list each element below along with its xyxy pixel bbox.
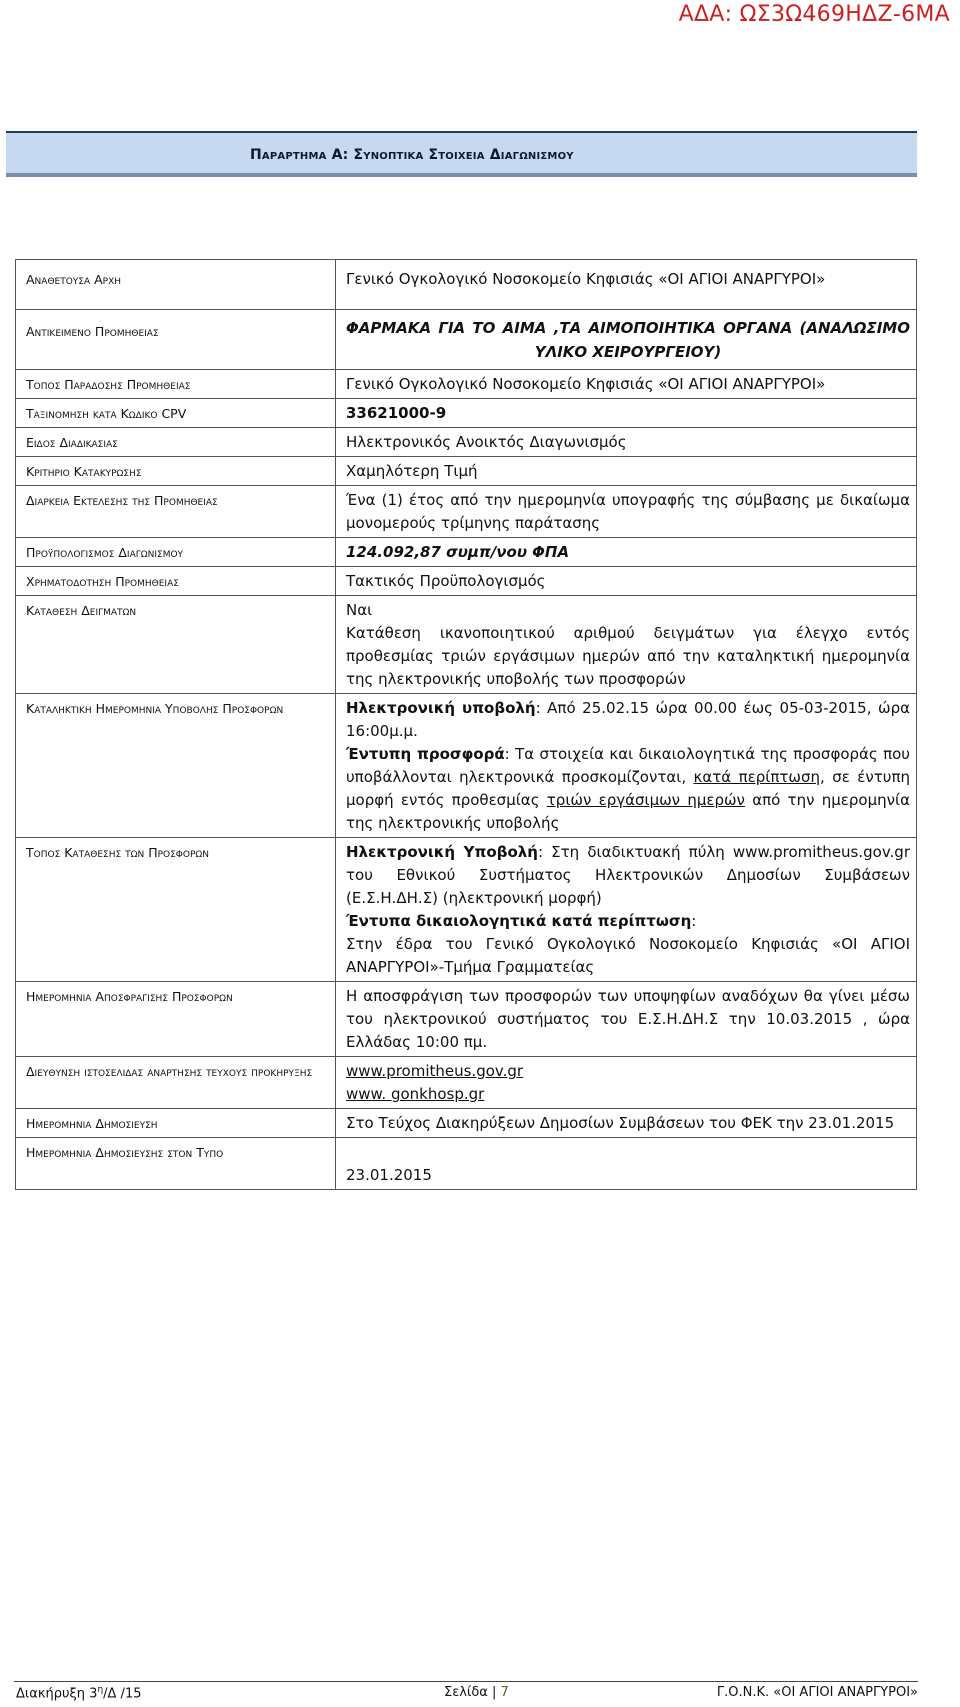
footer-page-label: Σελίδα | (444, 1685, 501, 1700)
row-value (336, 838, 917, 982)
footer-declaration-pre: Διακήρυξη 3 (16, 1686, 98, 1702)
footer-declaration-sup: η (97, 1685, 104, 1695)
row-label: Καταληκτικη Ημερομηνια Υποβολης Προσφορων (16, 694, 336, 838)
row-label: Χρηματοδοτηση Προμηθειας (16, 567, 336, 596)
footer-declaration-post: /Δ /15 (103, 1686, 142, 1702)
electronic-submission-place-text: : Στη διαδικτυακή πύλη www.promitheus.gov.gr του Εθνικού Συστήματος Ηλεκτρονικών Δημοσίων Συμβάσεων (Ε.Σ.Η.ΔΗ.Σ) (ηλεκτρονική μορφή) (346, 843, 910, 907)
row-value: Στο Τεύχος Διακηρύξεων Δημοσίων Συμβάσεων του ΦΕΚ την 23.01.2015 (336, 1109, 917, 1138)
table-row (16, 486, 917, 538)
table-row (16, 428, 917, 457)
row-value: 33621000-9 (336, 399, 917, 428)
row-label: Διευθυνση ιστοσελιδας αναρτησης τευχους προκηρυξης (16, 1057, 336, 1109)
annex-heading-bar (6, 131, 917, 177)
table-row (16, 838, 917, 982)
link-promitheus[interactable]: www.promitheus.gov.gr (346, 1062, 524, 1080)
electronic-submission-text: : Από 25.02.15 ώρα 00.00 έως 05-03-2015, ώρα 16:00μ.μ. (346, 699, 910, 740)
printed-offer (346, 743, 910, 835)
row-label: Ημερομηνια Αποσφραγισης Προσφορων (16, 982, 336, 1057)
samples-detail: Κατάθεση ικανοποιητικού αριθμού δειγμάτων για έλεγχο εντός προθεσμίας τριών εργάσιμων ημερών από την καταληκτική ημερομηνία της ηλεκτρονικής υποβολής των προσφορών (346, 624, 910, 688)
row-label: Προϋπολογισμος Διαγωνισμου (16, 538, 336, 567)
annex-title: Παραρτημα Α: Συνοπτικα Στοιχεια Διαγωνισμου (250, 147, 574, 163)
row-value: Η αποσφράγιση των προσφορών των υποψηφίων αναδόχων θα γίνει μέσω του ηλεκτρονικού συστήματος του Ε.Σ.Η.ΔΗ.Σ την 10.03.2015 , ώρα Ελλάδας 10:00 πμ. (336, 982, 917, 1057)
table-row (16, 1138, 917, 1190)
electronic-submission-label: Ηλεκτρονική υποβολή (346, 699, 536, 717)
row-value: ΦΑΡΜΑΚΑ ΓΙΑ ΤΟ ΑΙΜΑ ,ΤΑ ΑΙΜΟΠΟΙΗΤΙΚΑ ΟΡΓΑΝΑ (ΑΝΑΛΩΣΙΜΟ ΥΛΙΚΟ ΧΕΙΡΟΥΡΓΕΙΟΥ) (336, 310, 917, 370)
printed-docs-label: Έντυπα δικαιολογητικά κατά περίπτωση (346, 912, 692, 930)
table-row (16, 596, 917, 694)
row-label: Ημερομηνια Δημοσιευση (16, 1109, 336, 1138)
samples-answer: Ναι (346, 601, 373, 619)
row-value: Γενικό Ογκολογικό Νοσοκομείο Κηφισιάς «ΟΙ ΑΓΙΟΙ ΑΝΑΡΓΥΡΟΙ» (336, 260, 917, 310)
row-label: Τοπος Καταθεσης των Προσφορων (16, 838, 336, 982)
table-row (16, 399, 917, 428)
printed-docs (346, 910, 910, 933)
printed-docs-colon: : (691, 912, 697, 930)
row-value: Γενικό Ογκολογικό Νοσοκομείο Κηφισιάς «ΟΙ ΑΓΙΟΙ ΑΝΑΡΓΥΡΟΙ» (336, 370, 917, 399)
row-label: Τοπος Παραδοσης Προμηθειας (16, 370, 336, 399)
row-label: Ημερομηνια Δημοσιευσης στον Τυπο (16, 1138, 336, 1190)
row-value: 23.01.2015 (336, 1138, 917, 1190)
table-row (16, 310, 917, 370)
row-label: Αντικειμενο Προμηθειας (16, 310, 336, 370)
printed-offer-text-3: από την ημερομηνία της ηλεκτρονικής υποβολής (346, 791, 910, 832)
printed-offer-label: Έντυπη προσφορά (346, 745, 505, 763)
row-label: Ταξινομηση κατα Κωδικο CPV (16, 399, 336, 428)
row-label: Αναθετουσα Αρχη (16, 260, 336, 310)
printed-offer-underlined-1: κατά περίπτωση (693, 768, 820, 786)
row-value (336, 694, 917, 838)
table-row (16, 567, 917, 596)
electronic-submission-place-label: Ηλεκτρονική Υποβολή (346, 843, 538, 861)
page-footer (14, 1681, 918, 1702)
row-label: Κριτηριο Κατακυρωσης (16, 457, 336, 486)
table-row (16, 538, 917, 567)
table-row (16, 370, 917, 399)
row-value: Ηλεκτρονικός Ανοικτός Διαγωνισμός (336, 428, 917, 457)
footer-declaration (16, 1685, 141, 1701)
link-gonkhosp[interactable]: www. gonkhosp.gr (346, 1085, 485, 1103)
electronic-submission-place (346, 841, 910, 910)
electronic-submission (346, 697, 910, 743)
row-value: Χαμηλότερη Τιμή (336, 457, 917, 486)
ada-code: ΑΔΑ: ΩΣ3Ω469ΗΔΖ-6ΜΑ (678, 2, 950, 27)
row-value: 124.092,87 συμπ/νου ΦΠΑ (336, 538, 917, 567)
table-row (16, 1057, 917, 1109)
footer-hospital: Γ.Ο.Ν.Κ. «ΟΙ ΑΓΙΟΙ ΑΝΑΡΓΥΡΟΙ» (716, 1685, 918, 1700)
tender-summary-table (15, 259, 917, 1190)
printed-docs-place: Στην έδρα του Γενικό Ογκολογικό Νοσοκομείο Κηφισιάς «ΟΙ ΑΓΙΟΙ ΑΝΑΡΓΥΡΟΙ»-Τμήμα Γραμματείας (346, 935, 910, 976)
row-label: Διαρκεια Εκτελεσης της Προμηθειας (16, 486, 336, 538)
footer-page (444, 1685, 509, 1700)
table-row (16, 694, 917, 838)
row-value: Ένα (1) έτος από την ημερομηνία υπογραφής της σύμβασης με δικαίωμα μονομερούς τρίμηνης παράτασης (336, 486, 917, 538)
row-value (336, 596, 917, 694)
row-label: Ειδος Διαδικασιας (16, 428, 336, 457)
row-value: Τακτικός Προϋπολογισμός (336, 567, 917, 596)
table-row (16, 457, 917, 486)
printed-offer-underlined-2: τριών εργάσιμων ημερών (546, 791, 745, 809)
table-row (16, 982, 917, 1057)
footer-page-number: 7 (500, 1685, 509, 1700)
printed-offer-text-2: , σε έντυπη μορφή εντός προθεσμίας (346, 768, 910, 809)
table-row (16, 260, 917, 310)
table-row (16, 1109, 917, 1138)
row-value (336, 1057, 917, 1109)
printed-offer-text: : Τα στοιχεία και δικαιολογητικά της προσφοράς που υποβάλλονται ηλεκτρονικά προσκομίζονται, (346, 745, 910, 786)
row-label: Καταθεση Δειγματων (16, 596, 336, 694)
